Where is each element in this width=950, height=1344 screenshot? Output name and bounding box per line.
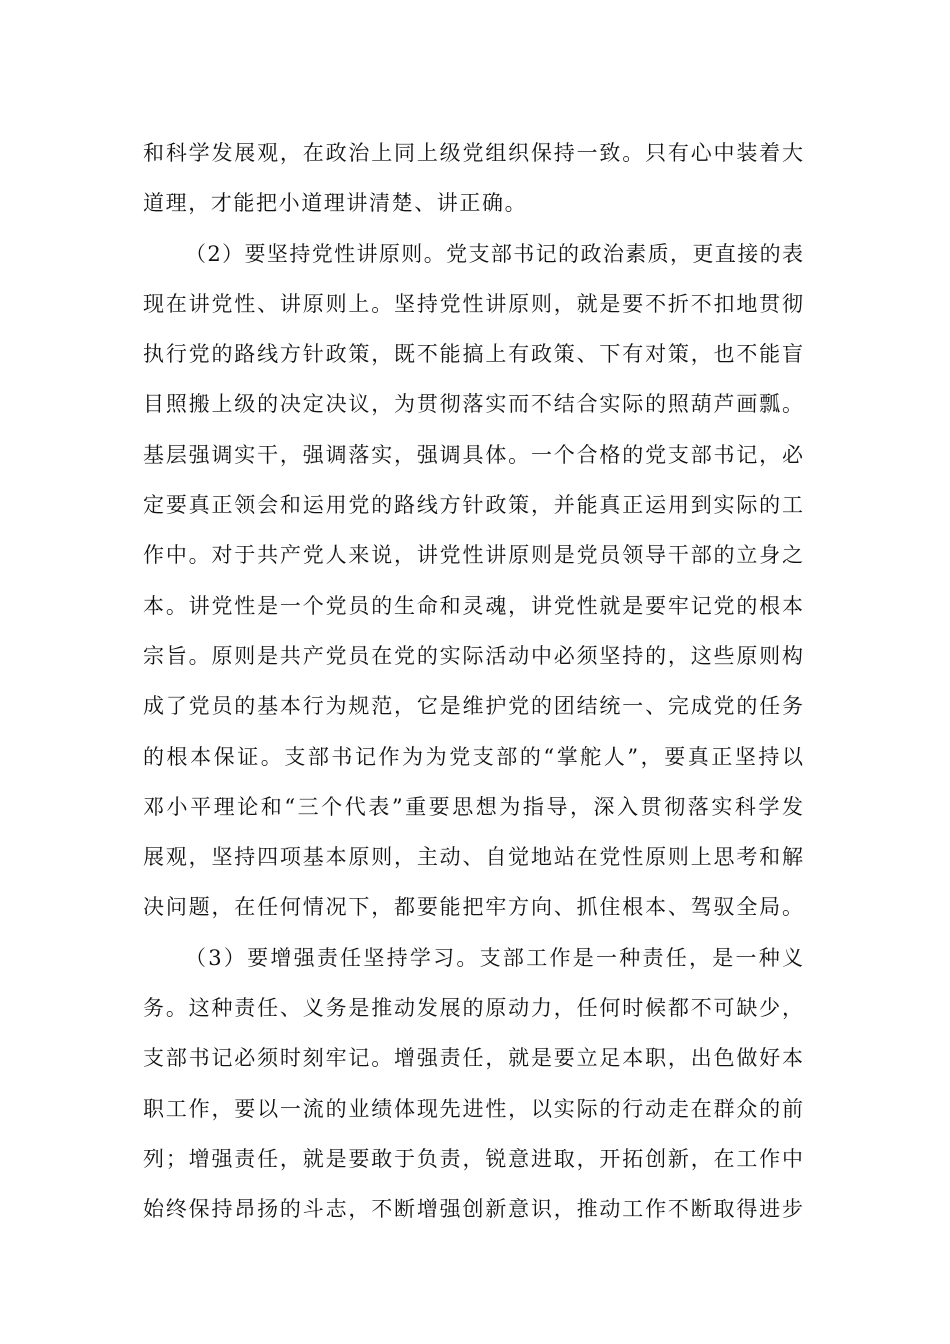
text-line: 基层强调实干，强调落实，强调具体。一个合格的党支部书记，必	[143, 442, 803, 467]
text-line: 展观，坚持四项基本原则，主动、自觉地站在党性原则上思考和解	[143, 845, 803, 870]
text-line: 目照搬上级的决定决议，为贯彻落实而不结合实际的照葫芦画瓢。	[143, 392, 803, 417]
text-line: 执行党的路线方针政策，既不能搞上有政策、下有对策，也不能盲	[143, 342, 803, 367]
text-line: 务。这种责任、义务是推动发展的原动力，任何时候都不可缺少，	[143, 996, 803, 1021]
text-line: 支部书记必须时刻牢记。增强责任，就是要立足本职，出色做好本	[143, 1046, 803, 1071]
text-line: 本。讲党性是一个党员的生命和灵魂，讲党性就是要牢记党的根本	[143, 593, 803, 618]
text-line: 的根本保证。支部书记作为为党支部的“掌舵人”，要真正坚持以	[143, 744, 803, 769]
text-line: 邓小平理论和“三个代表”重要思想为指导，深入贯彻落实科学发	[143, 794, 803, 819]
text-line: 道理，才能把小道理讲清楚、讲正确。	[143, 191, 528, 216]
text-line: 始终保持昂扬的斗志，不断增强创新意识，推动工作不断取得进步	[143, 1197, 803, 1222]
text-line: 决问题，在任何情况下，都要能把牢方向、抓住根本、驾驭全局。	[143, 895, 803, 920]
text-line: 作中。对于共产党人来说，讲党性讲原则是党员领导干部的立身之	[143, 543, 803, 568]
text-line: 定要真正领会和运用党的路线方针政策，并能真正运用到实际的工	[143, 493, 803, 518]
text-line: 和科学发展观，在政治上同上级党组织保持一致。只有心中装着大	[143, 141, 803, 165]
text-line: 列；增强责任，就是要敢于负责，锐意进取，开拓创新，在工作中	[143, 1146, 803, 1171]
text-line: 成了党员的基本行为规范，它是维护党的团结统一、完成党的任务	[143, 694, 803, 719]
text-line: 职工作，要以一流的业绩体现先进性，以实际的行动走在群众的前	[143, 1096, 803, 1121]
document-body	[143, 128, 803, 1235]
paragraph-heading-line: （2）要坚持党性讲原则。党支部书记的政治素质，更直接的表	[185, 241, 803, 266]
text-line: 现在讲党性、讲原则上。坚持党性讲原则，就是要不折不扣地贯彻	[143, 291, 803, 316]
paragraph-heading-line: （3）要增强责任坚持学习。支部工作是一种责任，是一种义	[185, 945, 803, 970]
text-line: 宗旨。原则是共产党员在党的实际活动中必须坚持的，这些原则构	[143, 643, 803, 668]
